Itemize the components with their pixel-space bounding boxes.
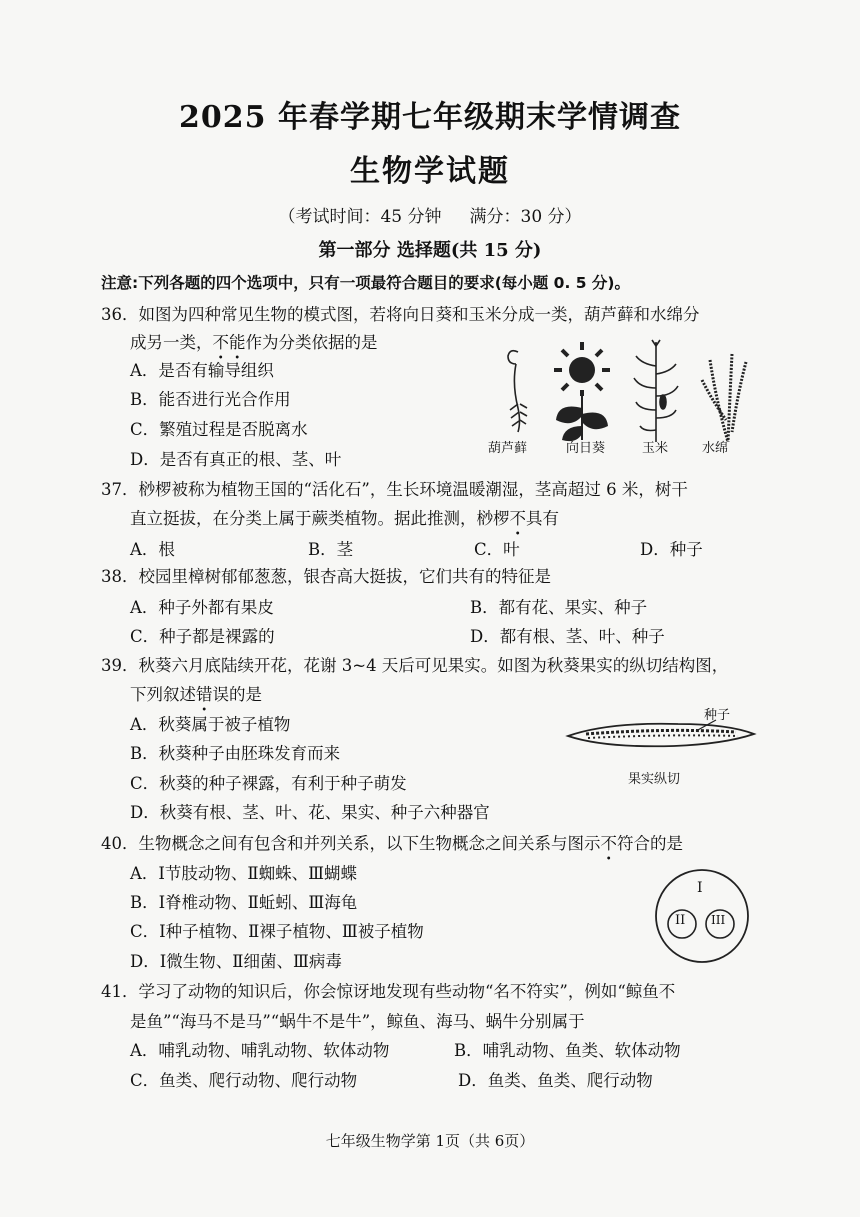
q37-option-d: D．种子: [640, 540, 703, 559]
q38-option-c: C．种子都是裸露的: [130, 627, 275, 646]
q37-option-c: C．叶: [474, 540, 520, 559]
corn-drawing: [634, 340, 678, 442]
q39-option-d: D．秋葵有根、茎、叶、花、果实、种子六种器官: [130, 803, 490, 822]
subject-title: 生物学试题: [350, 154, 510, 189]
label-fruit-section: 果实纵切: [628, 772, 681, 787]
label-spirogyra: 水绵: [702, 441, 729, 456]
moss-drawing: [508, 351, 527, 432]
q36-option-b: B．能否进行光合作用: [130, 390, 291, 409]
label-corn: 玉米: [642, 441, 669, 456]
full-score: 满分：30 分）: [469, 207, 582, 227]
q41-stem-line1: 41．学习了动物的知识后，你会惊讶地发现有些动物“名不符实”，例如“鲸鱼不: [101, 982, 676, 1001]
q36-stem-line2: 成另一类，不能作为分类依据的是: [130, 333, 378, 352]
q36-option-c: C．繁殖过程是否脱离水: [130, 420, 308, 439]
q38-option-b: B．都有花、果实、种子: [470, 598, 648, 617]
q39-option-b: B．秋葵种子由胚珠发育而来: [130, 744, 341, 763]
q40-option-a: A．Ⅰ节肢动物、Ⅱ蜘蛛、Ⅲ蝴蝶: [130, 864, 358, 883]
q37-stem-line2: 直立挺拔，在分类上属于蕨类植物。据此推测，桫椤不具有: [130, 509, 559, 528]
instructions-note: 注意:下列各题的四个选项中，只有一项最符合题目的要求(每小题 0. 5 分)。: [101, 274, 631, 292]
q41-option-b: B．哺乳动物、鱼类、软体动物: [454, 1041, 681, 1060]
q40-option-d: D．Ⅰ微生物、Ⅱ细菌、Ⅲ病毒: [130, 952, 342, 971]
q38-stem: 38．校园里樟树郁郁葱葱，银杏高大挺拔，它们共有的特征是: [101, 567, 551, 586]
section-heading: 第一部分 选择题(共 15 分): [318, 240, 542, 261]
q41-stem-line2: 是鱼”“海马不是马”“蜗牛不是牛”，鲸鱼、海马、蜗牛分别属于: [130, 1012, 585, 1031]
circle-label-3: III: [711, 913, 726, 927]
q40-option-c: C．Ⅰ种子植物、Ⅱ裸子植物、Ⅲ被子植物: [130, 922, 424, 941]
label-sunflower: 向日葵: [566, 441, 606, 456]
exam-time: （考试时间：45 分钟: [278, 207, 442, 227]
q36-stem-line1: 36．如图为四种常见生物的模式图，若将向日葵和玉米分成一类，葫芦藓和水绵分: [101, 305, 700, 324]
exam-title: 2025 年春学期七年级期末学情调查: [179, 100, 681, 135]
label-moss: 葫芦藓: [488, 441, 528, 456]
q38-option-a: A．种子外都有果皮: [130, 598, 274, 617]
circle-label-1: I: [697, 880, 703, 896]
q39-option-c: C．秋葵的种子裸露，有利于种子萌发: [130, 774, 407, 793]
page-footer: 七年级生物学第 1页（共 6页）: [325, 1132, 535, 1150]
q41-option-c: C．鱼类、爬行动物、爬行动物: [130, 1071, 358, 1090]
q36-option-d: D．是否有真正的根、茎、叶: [130, 450, 342, 469]
q39-stem-line1: 39．秋葵六月底陆续开花，花谢 3~4 天后可见果实。如图为秋葵果实的纵切结构图，: [101, 656, 729, 675]
circle-label-2: II: [675, 913, 686, 928]
q39-option-a: A．秋葵属于被子植物: [130, 715, 291, 734]
q41-option-a: A．哺乳动物、哺乳动物、软体动物: [130, 1041, 390, 1060]
q39-stem-line2: 下列叙述错误的是: [130, 685, 262, 704]
q37-stem-line1: 37．桫椤被称为植物王国的“活化石”，生长环境温暖潮湿，茎高超过 6 米，树干: [101, 480, 688, 499]
exam-info: [0, 202, 860, 227]
q37-option-a: A．根: [130, 540, 175, 559]
q40-stem: 40．生物概念之间有包含和并列关系，以下生物概念之间关系与图示不符合的是: [101, 834, 683, 853]
q41-option-d: D．鱼类、鱼类、爬行动物: [458, 1071, 653, 1090]
q36-option-a: A．是否有输导组织: [130, 361, 274, 380]
q40-option-b: B．Ⅰ脊椎动物、Ⅱ蚯蚓、Ⅲ海龟: [130, 893, 358, 912]
sunflower-drawing: [554, 342, 610, 441]
q37-option-b: B．茎: [308, 540, 354, 559]
spirogyra-drawing: [702, 354, 746, 442]
label-seed: 种子: [704, 708, 731, 723]
q38-option-d: D．都有根、茎、叶、种子: [470, 627, 665, 646]
